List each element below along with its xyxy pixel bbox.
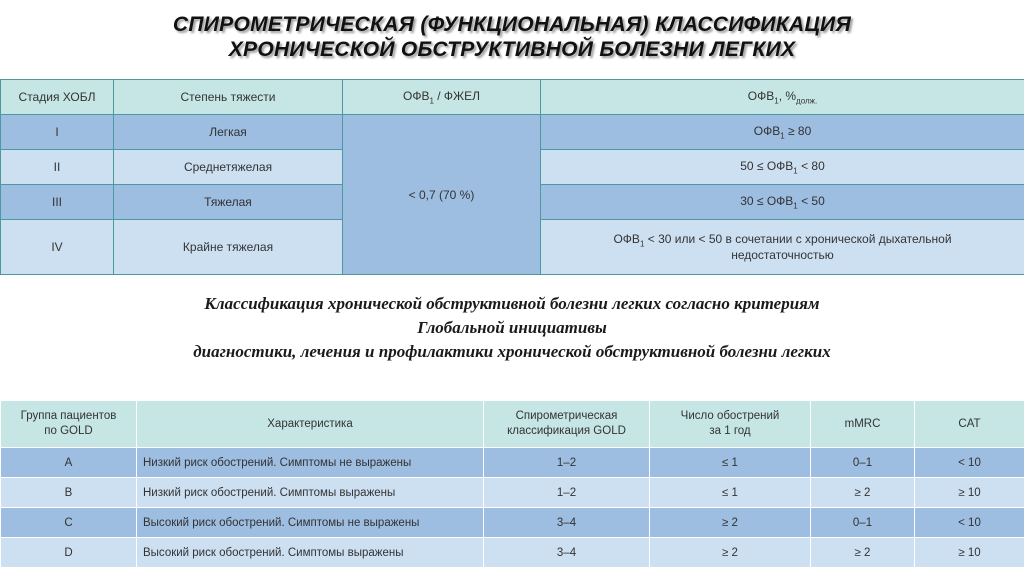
table-row [1, 508, 1024, 538]
mmrc-cell: ≥ 2 [811, 538, 915, 568]
characteristic-cell: Низкий риск обострений. Симптомы не выражены [137, 448, 484, 478]
mmrc-cell: 0–1 [811, 508, 915, 538]
gold-classification-caption [0, 292, 1024, 364]
exacerbations-cell: ≤ 1 [650, 478, 811, 508]
table-row [1, 538, 1024, 568]
spirometric-classification-table [0, 79, 1024, 275]
title-line-1: СПИРОМЕТРИЧЕСКАЯ (ФУНКЦИОНАЛЬНАЯ) КЛАССИФИКАЦИЯ [172, 13, 852, 36]
group-cell: C [1, 508, 137, 538]
header-exacerbations: Число обострений за 1 год [650, 401, 811, 448]
caption-line-2: Глобальной инициативы [417, 318, 607, 337]
cat-cell: < 10 [915, 448, 1024, 478]
characteristic-cell: Высокий риск обострений. Симптомы не выражены [137, 508, 484, 538]
stage-cell: IV [1, 220, 114, 275]
fev-cell: $30 \le ОФВ_1 < 50$ [541, 185, 1024, 220]
header-mmrc: mMRC [811, 401, 915, 448]
exacerbations-cell: ≥ 2 [650, 508, 811, 538]
title-line-2: ХРОНИЧЕСКОЙ ОБСТРУКТИВНОЙ БОЛЕЗНИ ЛЕГКИХ [228, 38, 796, 61]
header-cat: CAT [915, 401, 1024, 448]
severity-cell: Крайне тяжелая [114, 220, 343, 275]
table-row [1, 448, 1024, 478]
severity-cell: Легкая [114, 115, 343, 150]
fev-cell: $ОФВ_1 < 30$ или < 50 в сочетании с хронической дыхательной недостаточностью [541, 220, 1024, 275]
header-severity: Степень тяжести [114, 80, 343, 115]
fev-fvc-cell: < 0,7 (70 %) [343, 115, 541, 275]
spirometric-cell: 1–2 [484, 448, 650, 478]
header-fev-fvc: $ОФВ_1$ / ФЖЕЛ [343, 80, 541, 115]
spirometric-cell: 3–4 [484, 508, 650, 538]
header-characteristic: Характеристика [137, 401, 484, 448]
mmrc-cell: 0–1 [811, 448, 915, 478]
characteristic-cell: Низкий риск обострений. Симптомы выражены [137, 478, 484, 508]
spirometric-cell: 1–2 [484, 478, 650, 508]
severity-cell: Тяжелая [114, 185, 343, 220]
spirometric-cell: 3–4 [484, 538, 650, 568]
fev-cell: $ОФВ_1 \ge 80$ [541, 115, 1024, 150]
group-cell: D [1, 538, 137, 568]
gold-group-table [0, 400, 1024, 568]
cat-cell: < 10 [915, 508, 1024, 538]
mmrc-cell: ≥ 2 [811, 478, 915, 508]
table-row [1, 115, 1024, 150]
group-cell: A [1, 448, 137, 478]
characteristic-cell: Высокий риск обострений. Симптомы выражены [137, 538, 484, 568]
severity-cell: Среднетяжелая [114, 150, 343, 185]
header-stage: Стадия ХОБЛ [1, 80, 114, 115]
header-fev-pct: $ОФВ_1$, $\%_{долж.}$ [541, 80, 1024, 115]
exacerbations-cell: ≤ 1 [650, 448, 811, 478]
cat-cell: ≥ 10 [915, 538, 1024, 568]
page-title [0, 12, 1024, 62]
header-spirometric: Спирометрическая классификация GOLD [484, 401, 650, 448]
stage-cell: I [1, 115, 114, 150]
exacerbations-cell: ≥ 2 [650, 538, 811, 568]
caption-line-3: диагностики, лечения и профилактики хронической обструктивной болезни легких [193, 342, 831, 361]
caption-line-1: Классификация хронической обструктивной болезни легких согласно критериям [204, 294, 820, 313]
group-cell: B [1, 478, 137, 508]
cat-cell: ≥ 10 [915, 478, 1024, 508]
stage-cell: II [1, 150, 114, 185]
header-group: Группа пациентов по GOLD [1, 401, 137, 448]
stage-cell: III [1, 185, 114, 220]
fev-cell: $50 \le ОФВ_1 < 80$ [541, 150, 1024, 185]
table-header-row [1, 401, 1024, 448]
table-row [1, 478, 1024, 508]
table-header-row [1, 80, 1024, 115]
